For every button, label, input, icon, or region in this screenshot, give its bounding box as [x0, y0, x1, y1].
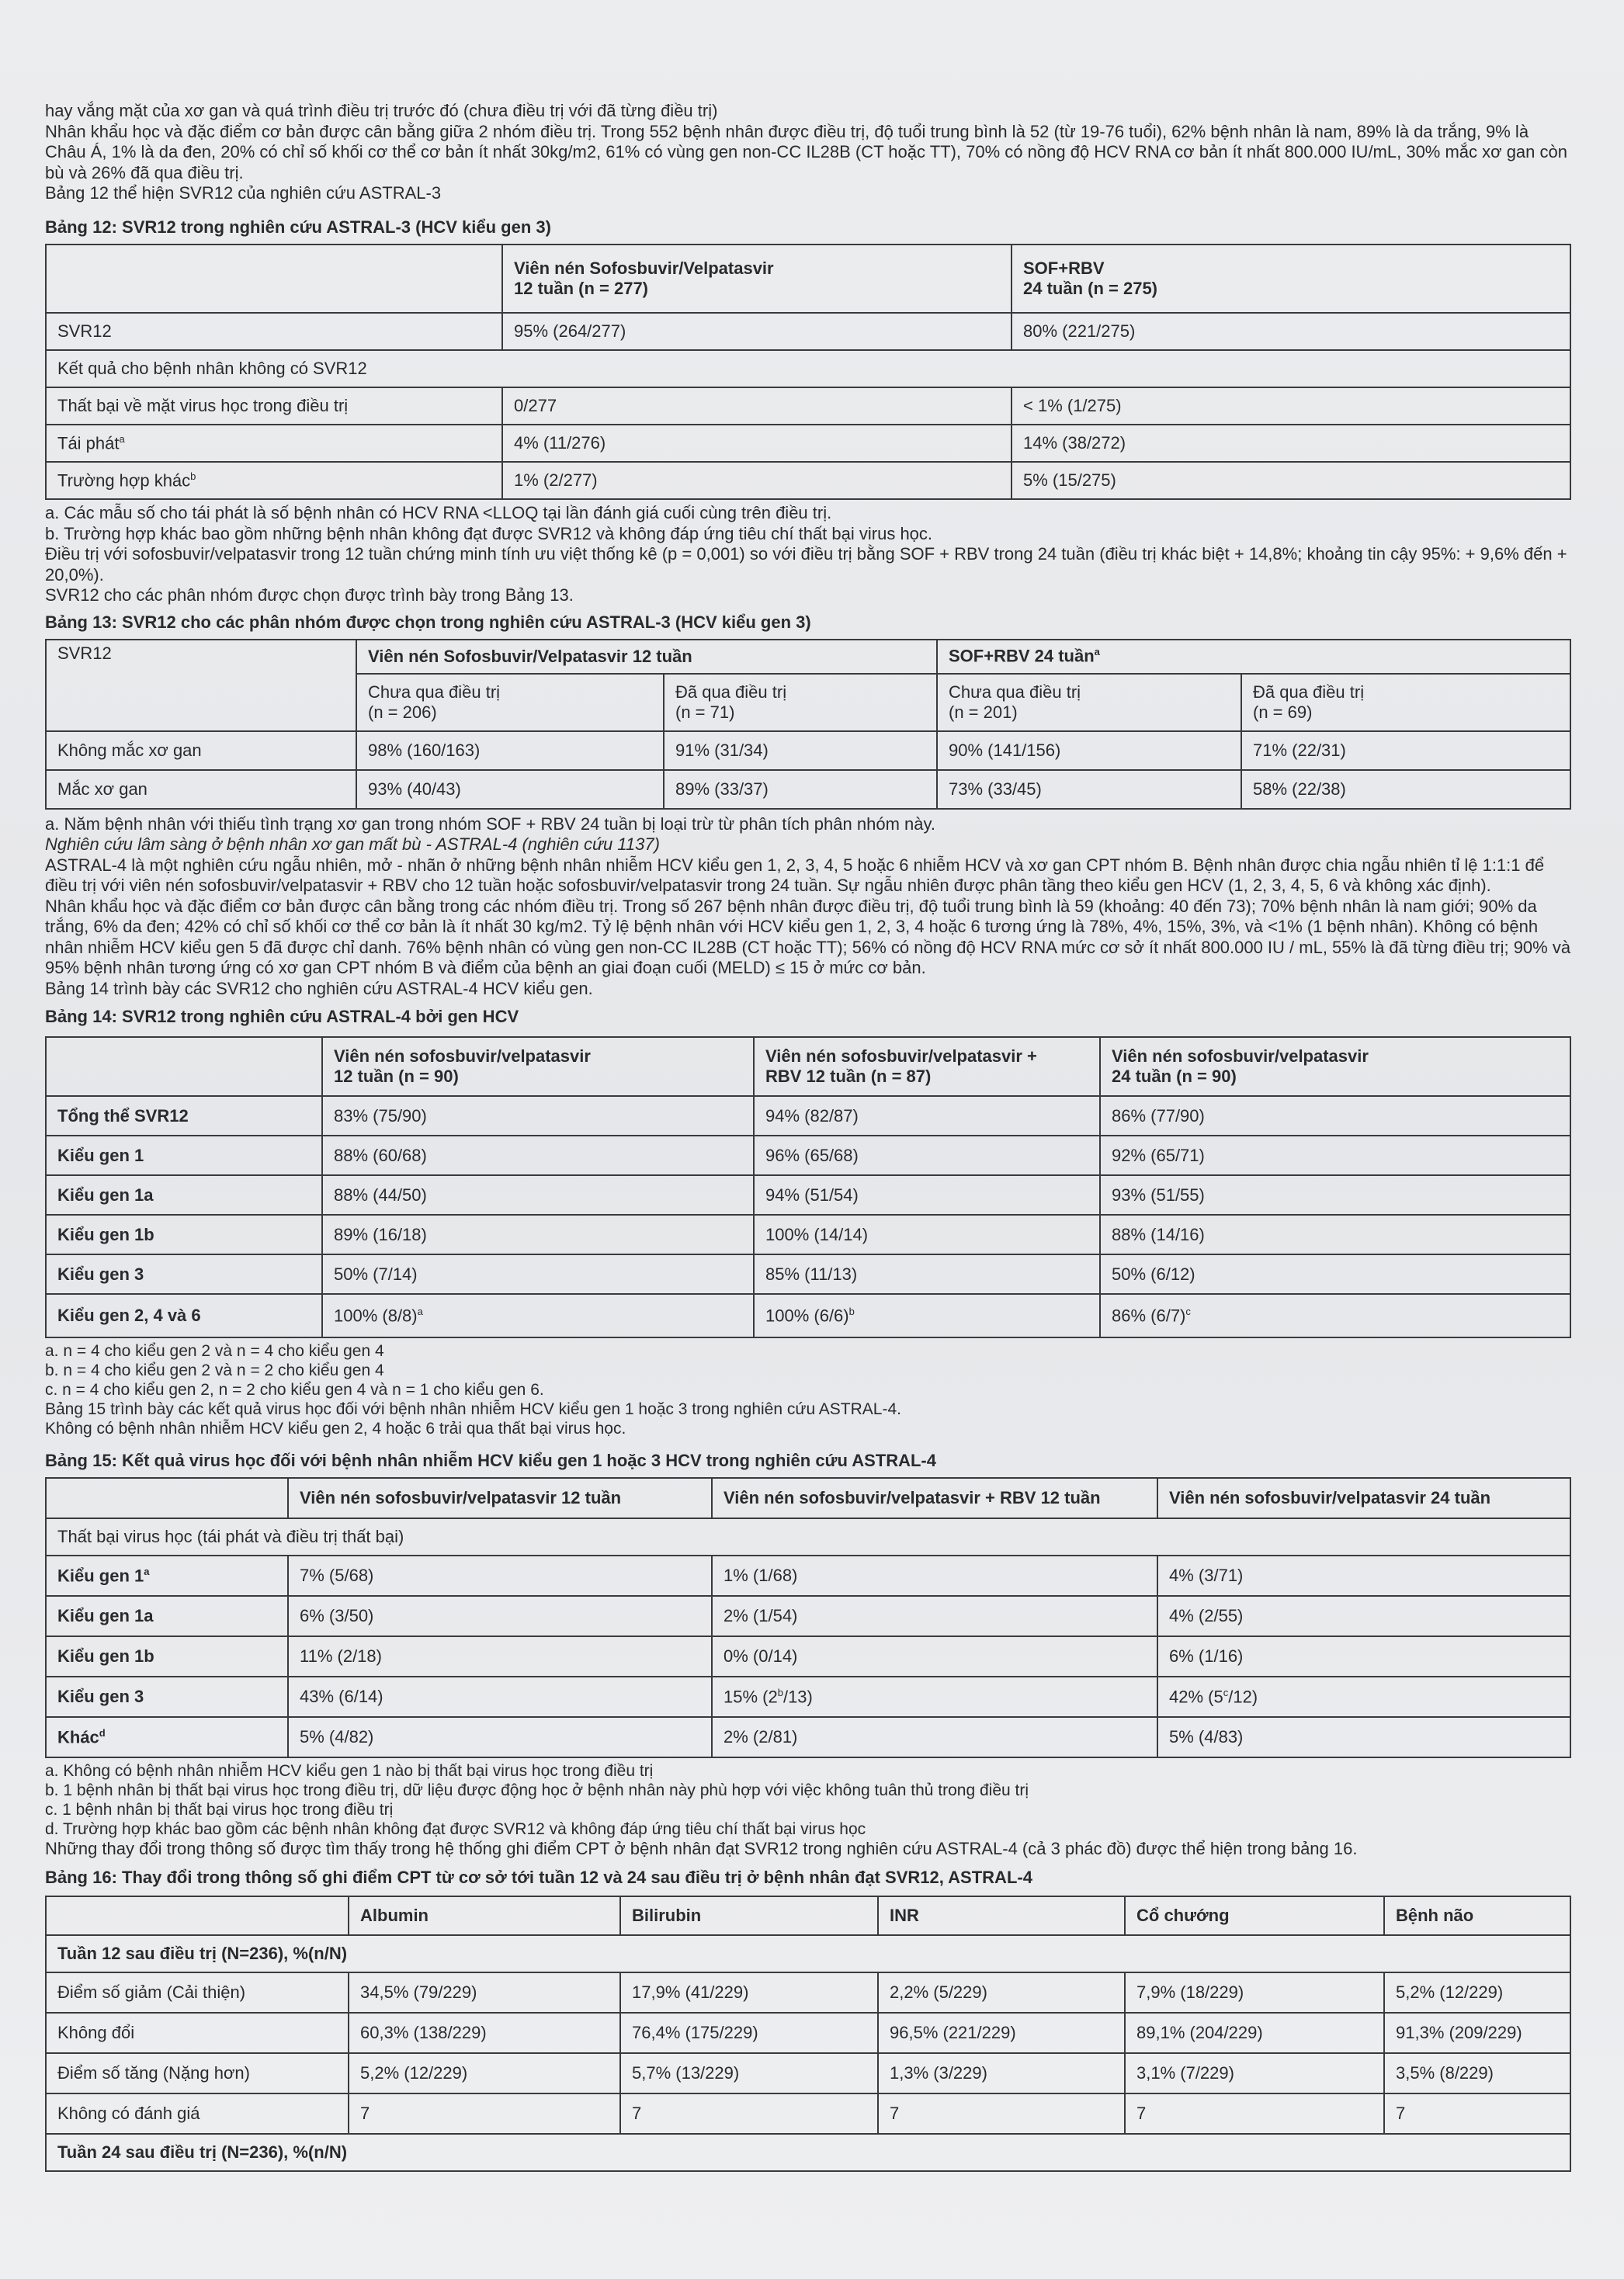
table-16-corner [46, 1896, 349, 1935]
table-14-title: Bảng 14: SVR12 trong nghiên cứu ASTRAL-4 bởi gen HCV [45, 1007, 519, 1026]
table-14-corner [46, 1037, 322, 1096]
table-row: SVR12 95% (264/277) 80% (221/275) [46, 313, 1570, 350]
table-12-footnotes: a. Các mẫu số cho tái phát là số bệnh nhân có HCV RNA <LLOQ tại lần đánh giá cuối cùng trên điều trị. b. Trường hợp khác bao gồm những bệnh nhân không đạt được SVR12 và không đáp ứng tiêu chí thất bại virus học. Điều trị với sofosbuvir/velpatasvir trong 12 tuần chứng minh tính ưu việt thống kê (p = 0,001) so với điều trị bằng SOF + RBV trong 24 tuần (điều trị khác biệt + 14,8%; khoảng tin cậy 95%: + 9,6% đến + 20,0%). SVR12 cho các phân nhóm được chọn được trình bày trong Bảng 13. [45, 503, 1567, 605]
table-15-header-col1: Viên nén sofosbuvir/velpatasvir 12 tuần [288, 1478, 712, 1518]
table-16-header-bilirubin: Bilirubin [620, 1896, 878, 1935]
table-row: Kiểu gen 3 43% (6/14) 15% (2$^b$/13) 42% (5$^c$/12) [46, 1677, 1570, 1717]
table-15-corner [46, 1478, 288, 1518]
table-12 [45, 244, 1571, 500]
astral-4-section: a. Năm bệnh nhân với thiếu tình trạng xơ gan trong nhóm SOF + RBV 24 tuần bị loại trừ từ phân tích phân nhóm này. Nghiên cứu lâm sàng ở bệnh nhân xơ gan mất bù - ASTRAL-4 (nghiên cứu 1137) ASTRAL-4 là một nghiên cứu ngẫu nhiên, mở - nhãn ở những bệnh nhân nhiễm HCV kiểu gen 1, 2, 3, 4, 5 hoặc 6 nhiễm HCV và xơ gan CPT nhóm B. Bệnh nhân được chia ngẫu nhiên tỉ lệ 1:1:1 để điều trị với viên nén sofosbuvir/velpatasvir + RBV cho 12 tuần hoặc sofosbuvir/velpatasvir trong 24 tuần. Sự ngẫu nhiên được phân tầng theo kiểu gen HCV (1, 2, 3, 4, 5, 6 và không xác định). Nhân khẩu học và đặc điểm cơ bản được cân bằng trong các nhóm điều trị. Trong số 267 bệnh nhân được điều trị, độ tuổi trung bình là 59 (khoảng: 40 đến 73); 70% bệnh nhân là nam giới; 90% da trắng, 6% da đen; 42% có chỉ số khối cơ thể cơ bản là ít nhất 30 kg/m2. Tỷ lệ bệnh nhân với HCV kiểu gen 1, 2, 3, 4 hoặc 6 tương ứng là 78%, 4%, 15%, 3%, và <1% (1 bệnh nhân). Không có bệnh nhân nhiễm HCV kiểu gen 5 đã được chỉ danh. 76% bệnh nhân có vùng gen non-CC IL28B (CT hoặc TT); 56% có nồng độ HCV RNA mức cơ sở ít nhất 800.000 IU / mL, 55% là đã từng điều trị; 90% và 95% bệnh nhân tương ứng có xơ gan CPT nhóm B và điểm của bệnh an giai đoạn cuối (MELD) ≤ 15 ở mức cơ bản. Bảng 14 trình bày các SVR12 cho nghiên cứu ASTRAL-4 HCV kiểu gen. [45, 813, 1571, 998]
page-content [45, 101, 1571, 2172]
table-13-group-2: SOF+RBV 24 tuần$^a$ [937, 640, 1570, 674]
table-row: Điểm số tăng (Nặng hơn) 5,2% (12/229) 5,7% (13/229) 1,3% (3/229) 3,1% (7/229) 3,5% (8/229) [46, 2053, 1570, 2093]
table-14-header-col2: Viên nén sofosbuvir/velpatasvir + RBV 12 tuần (n = 87) [754, 1037, 1100, 1096]
table-row: Kiểu gen 1$^a$ 7% (5/68) 1% (1/68) 4% (3/71) [46, 1556, 1570, 1596]
table-16-title: Bảng 16: Thay đổi trong thông số ghi điểm CPT từ cơ sở tới tuần 12 và 24 sau điều trị ở bệnh nhân đạt SVR12, ASTRAL-4 [45, 1868, 1032, 1887]
table-13-group-1: Viên nén Sofosbuvir/Velpatasvir 12 tuần [356, 640, 937, 674]
table-row: Không đổi 60,3% (138/229) 76,4% (175/229) 96,5% (221/229) 89,1% (204/229) 91,3% (209/229) [46, 2013, 1570, 2053]
intro-section [45, 101, 1571, 214]
table-15-header-col2: Viên nén sofosbuvir/velpatasvir + RBV 12 tuần [712, 1478, 1157, 1518]
table-12-header-col1: Viên nén Sofosbuvir/Velpatasvir 12 tuần (n = 277) [502, 245, 1012, 313]
table-14-header-col1: Viên nén sofosbuvir/velpatasvir 12 tuần (n = 90) [322, 1037, 754, 1096]
intro-line: Bảng 12 thể hiện SVR12 của nghiên cứu ASTRAL-3 [45, 183, 442, 203]
intro-paragraph: Nhân khẩu học và đặc điểm cơ bản được cân bằng giữa 2 nhóm điều trị. Trong 552 bệnh nhân được điều trị, độ tuổi trung bình là 52 (từ 19-76 tuổi), 62% bệnh nhân là nam, 89% là da trắng, 9% là Châu Á, 1% là da đen, 20% có chỉ số khối cơ thể cơ bản ít nhất 30kg/m2, 61% có vùng gen non-CC IL28B (CT hoặc TT), 70% có nồng độ HCV RNA cơ bản ít nhất 800.000 IU/mL, 30% mắc xơ gan còn bù và 26% đã qua điều trị. [45, 121, 1567, 182]
table-14-header-col3: Viên nén sofosbuvir/velpatasvir 24 tuần (n = 90) [1100, 1037, 1570, 1096]
table-13-svr-label: SVR12 [46, 640, 356, 731]
table-16 [45, 1896, 1571, 2172]
table-subheader-row: Thất bại virus học (tái phát và điều trị thất bại) [46, 1518, 1570, 1556]
table-row: Kiểu gen 1b 89% (16/18) 100% (14/14) 88% (14/16) [46, 1215, 1570, 1254]
table-subheader-row: Tuần 12 sau điều trị (N=236), %(n/N) [46, 1935, 1570, 1972]
table-row: Kiểu gen 2, 4 và 6 100% $(8/8)^a$ 100% $(6/6)^b$ 86% $(6/7)^c$ [46, 1294, 1570, 1337]
table-13-title: Bảng 13: SVR12 cho các phân nhóm được chọn trong nghiên cứu ASTRAL-3 (HCV kiểu gen 3) [45, 612, 811, 632]
table-15 [45, 1477, 1571, 1758]
table-16-header-ascites: Cổ chướng [1125, 1896, 1384, 1935]
table-12-corner [46, 245, 502, 313]
table-16-header-albumin: Albumin [349, 1896, 620, 1935]
table-row: Thất bại về mặt virus học trong điều trị 0/277 < 1% (1/275) [46, 387, 1570, 425]
table-row: Kiểu gen 3 50% (7/14) 85% (11/13) 50% (6/12) [46, 1254, 1570, 1294]
table-row: Tái phát$^a$ 4% (11/276) 14% (38/272) [46, 425, 1570, 462]
table-13: SVR12 Viên nén Sofosbuvir/Velpatasvir 12 tuần SOF+RBV 24 tuần$^a$ Chưa qua điều trị (n = 206) Đã qua điều trị (n = 71) Chưa qua điều trị (n = 201) Đã qua điều trị (n = 69) Không mắc xơ gan 98% (160/163) 91% (31/34) 90% (141/156) 71% (22/31) Mắc xơ gan 93% (40/43) 89% (33/37) 73% (33/45) 58% (22/38) [45, 639, 1571, 810]
table-16-header-encephalopathy: Bệnh não [1384, 1896, 1570, 1935]
table-14-footnotes: a. n = 4 cho kiểu gen 2 và n = 4 cho kiểu gen 4 b. n = 4 cho kiểu gen 2 và n = 2 cho kiểu gen 4 c. n = 4 cho kiểu gen 2, n = 2 cho kiểu gen 4 và n = 1 cho kiểu gen 6. Bảng 15 trình bày các kết quả virus học đối với bệnh nhân nhiễm HCV kiểu gen 1 hoặc 3 trong nghiên cứu ASTRAL-4. Không có bệnh nhân nhiễm HCV kiểu gen 2, 4 hoặc 6 trải qua thất bại virus học. [45, 1342, 901, 1438]
table-row: Kiểu gen 1 88% (60/68) 96% (65/68) 92% (65/71) [46, 1136, 1570, 1175]
table-row: Điểm số giảm (Cải thiện) 34,5% (79/229) 17,9% (41/229) 2,2% (5/229) 7,9% (18/229) 5,2% (12/229) [46, 1972, 1570, 2013]
table-14 [45, 1036, 1571, 1338]
intro-line: hay vắng mặt của xơ gan và quá trình điều trị trước đó (chưa điều trị với đã từng điều trị) [45, 101, 718, 120]
table-12-header-col2: SOF+RBV 24 tuần (n = 275) [1012, 245, 1570, 313]
table-subheader-row: Kết quả cho bệnh nhân không có SVR12 [46, 350, 1570, 387]
table-row: Khác$^d$ 5% (4/82) 2% (2/81) 5% (4/83) [46, 1717, 1570, 1757]
table-row: Mắc xơ gan 93% (40/43) 89% (33/37) 73% (33/45) 58% (22/38) [46, 770, 1570, 809]
table-16-header-inr: INR [878, 1896, 1125, 1935]
table-row: Kiểu gen 1a 6% (3/50) 2% (1/54) 4% (2/55) [46, 1596, 1570, 1636]
table-15-header-col3: Viên nén sofosbuvir/velpatasvir 24 tuần [1157, 1478, 1570, 1518]
table-row: Tổng thể SVR12 83% (75/90) 94% (82/87) 86% (77/90) [46, 1096, 1570, 1136]
table-15-footnotes: a. Không có bệnh nhân nhiễm HCV kiểu gen 1 nào bị thất bại virus học trong điều trị b. 1 bệnh nhân bị thất bại virus học trong điều trị, dữ liệu được động học ở bệnh nhân này phù hợp với việc không tuân thủ trong điều trị c. 1 bệnh nhân bị thất bại virus học trong điều trị d. Trường hợp khác bao gồm các bệnh nhân không đạt được SVR12 và không đáp ứng tiêu chí thất bại virus học Những thay đổi trong thông số được tìm thấy trong hệ thống ghi điểm CPT ở bệnh nhân đạt SVR12 trong nghiên cứu ASTRAL-4 (cả 3 phác đồ) được thể hiện trong bảng 16. [45, 1762, 1358, 1858]
table-15-title: Bảng 15: Kết quả virus học đối với bệnh nhân nhiễm HCV kiểu gen 1 hoặc 3 HCV trong nghiên cứu ASTRAL-4 [45, 1451, 936, 1470]
table-row: Trường hợp khác$^b$ 1% (2/277) 5% (15/275) [46, 462, 1570, 499]
table-12-title: Bảng 12: SVR12 trong nghiên cứu ASTRAL-3 (HCV kiểu gen 3) [45, 217, 551, 237]
table-row: Không mắc xơ gan 98% (160/163) 91% (31/34) 90% (141/156) 71% (22/31) [46, 731, 1570, 770]
table-subheader-row: Tuần 24 sau điều trị (N=236), %(n/N) [46, 2134, 1570, 2171]
table-row: Không có đánh giá 7 7 7 7 7 [46, 2093, 1570, 2134]
table-row: Kiểu gen 1b 11% (2/18) 0% (0/14) 6% (1/16) [46, 1636, 1570, 1677]
table-row: Kiểu gen 1a 88% (44/50) 94% (51/54) 93% (51/55) [46, 1175, 1570, 1215]
